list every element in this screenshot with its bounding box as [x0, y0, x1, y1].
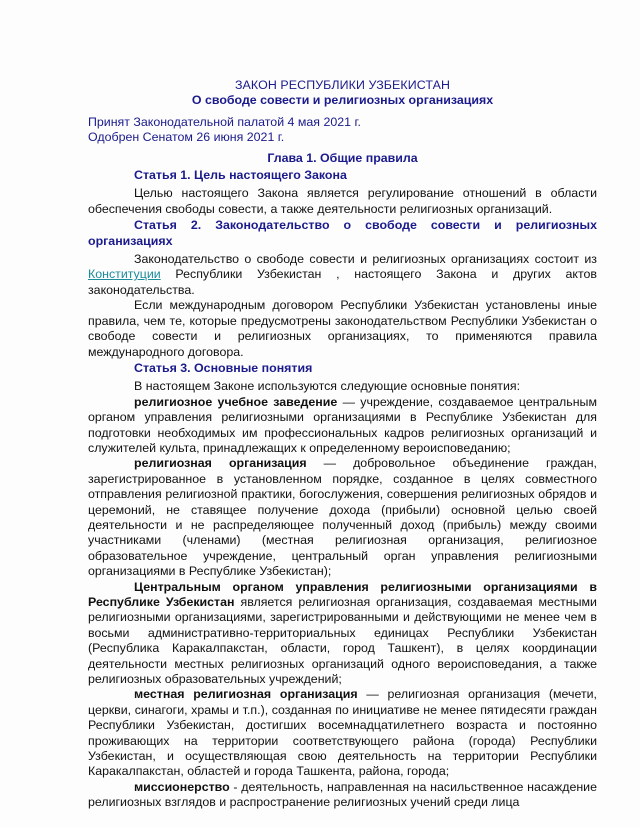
definition-text: — добровольное объединение граждан, зарегистрированное в установленном порядке, созданное в целях совместного отправления религиозной практики, богослужения, совершения религиозных обрядов и церемоний, не ставящее получение дохода (прибыли) основной целью своей деятельности и не распределяющее полученный доход (прибыль) между своими участниками (членами) (местная религиозная организация, религиозное образовательное учреждение, центральный орган управления религиозными организациями в Республике Узбекистан); [88, 456, 598, 579]
definition-text: — религиозная организация (мечети, церкви, синагоги, храмы и т.п.), созданная по инициативе не менее пятидесяти граждан Республики Узбекистан, достигших восемнадцатилетнего возраста и постоянно проживающих на территории соответствующего района (города) Республики Узбекистан, и осуществляющая свою деятельность на территории Республики Каракалпакстан, областей и города Ташкента, района, города; [88, 687, 597, 779]
law-title: ЗАКОН РЕСПУБЛИКИ УЗБЕКИСТАН [234, 78, 451, 92]
chapter-1-title: Глава 1. Общие правила [267, 150, 418, 165]
definition-text: - деятельность, направленная на насильственное насаждение религиозных взглядов и распространение религиозных учений среди лица [88, 779, 597, 810]
article-2-p1-after: Республики Узбекистан , настоящего Закона и других актов законодательства. [88, 267, 597, 297]
definition-text: является религиозная организация, создаваемая местными религиозными организациями, зарегистрированными и действующими не менее чем в восьми административно-территориальных единицах Республики Узбекистан (Республика Каракалпакстан, области, город Ташкент), в целях координации деятельности местных религиозных организаций одного вероисповедания, а также религиозных образовательных учреждений; [88, 595, 597, 687]
definition-local-organization [88, 687, 597, 779]
definition-term: религиозная организация [134, 456, 307, 471]
definition-term: местная религиозная организация [134, 687, 358, 702]
adopted-date: Принят Законодательной палатой 4 мая 2021 г. [88, 114, 361, 129]
article-2-paragraph-1 [88, 252, 597, 298]
definition-term: религиозное учебное заведение [134, 394, 338, 409]
definition-missionary [88, 780, 597, 811]
article-2-title: Статья 2. Законодательство о свободе совести и религиозных организациях [88, 218, 597, 248]
definition-central-body [88, 580, 597, 688]
definition-term: миссионерство [134, 779, 230, 794]
article-2-paragraph-2: Если международным договором Республики Узбекистан установлены иные правила, чем те, которые предусмотрены законодательством Республики Узбекистан о свободе совести и религиозных организациях, то применяются правила международного договора. [88, 298, 597, 359]
definition-text: — учреждение, создаваемое центральным органом управления религиозными организациями в Республике Узбекистан для подготовки необходимых им профессиональных кадров религиозных организаций и служителей культа, принадлежащих к определенному вероисповеданию; [88, 394, 597, 455]
constitution-link[interactable]: Конституции [88, 267, 161, 282]
article-2-p1-before: Законодательство о свободе совести и религиозных организациях состоит из [134, 252, 597, 267]
article-3-intro: В настоящем Законе используются следующие основные понятия: [134, 379, 521, 394]
document-page [88, 78, 597, 811]
adoption-info [88, 115, 597, 146]
article-1-text: Целью настоящего Закона является регулирование отношений в области обеспечения свободы совести, а также деятельности религиозных организаций. [88, 186, 597, 216]
article-1-title: Статья 1. Цель настоящего Закона [134, 168, 347, 183]
definition-religious-organization [88, 456, 597, 579]
approved-date: Одобрен Сенатом 26 июня 2021 г. [88, 130, 285, 145]
definition-term: Центральным органом управления религиозными организациями в Республике Узбекистан [88, 579, 597, 609]
law-subtitle: О свободе совести и религиозных организациях [191, 93, 494, 108]
definition-religious-school [88, 395, 597, 457]
article-3-title: Статья 3. Основные понятия [134, 360, 313, 375]
